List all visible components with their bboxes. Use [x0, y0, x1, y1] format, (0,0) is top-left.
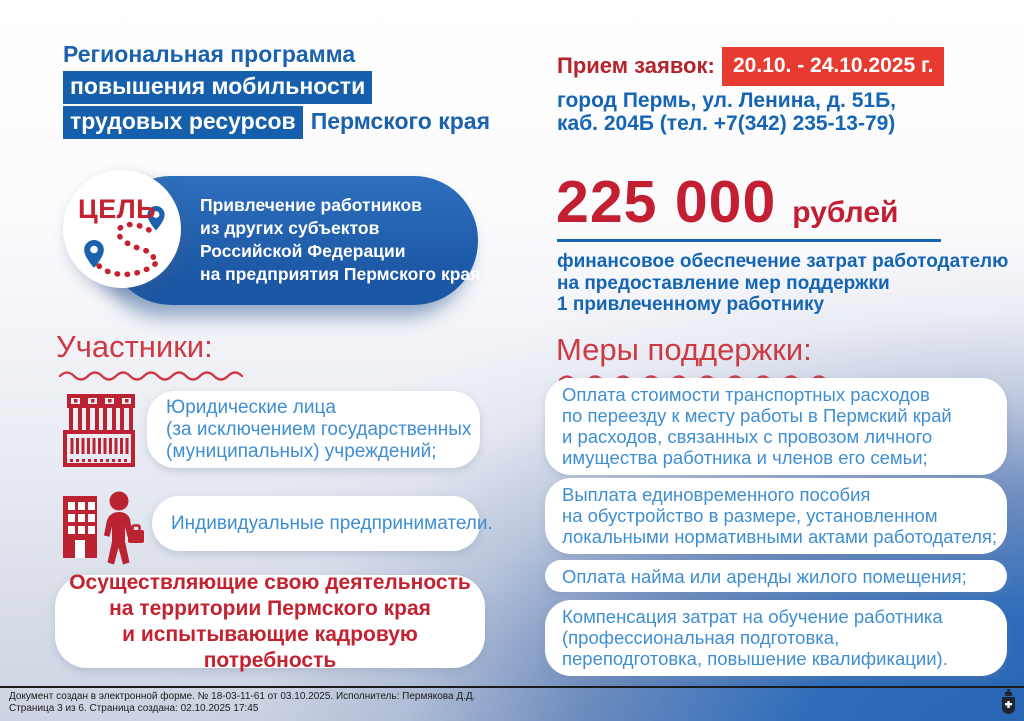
address-line-2: каб. 204Б (тел. +7(342) 235-13-79): [557, 112, 896, 135]
support-card-allowance: Выплата единовременного пособия на обустройство в размере, установленном локальными нормативными актами работодателя;: [545, 478, 1007, 554]
participant-card-entrepreneurs: [152, 496, 493, 551]
participants-note-card: Осуществляющие свою деятельность на территории Пермского края и испытывающие кадровую потребность: [55, 575, 485, 668]
payment-amount: [556, 168, 898, 236]
program-title: [63, 40, 490, 141]
route-dots-icon: [63, 170, 181, 288]
entrepreneur-icon: [58, 484, 146, 568]
currency-label: рублей: [792, 196, 899, 229]
amount-value: 225 000: [556, 169, 777, 235]
participant-card-text: Юридические лица (за исключением государственных (муниципальных) учреждений;: [166, 396, 472, 462]
title-line-3: трудовых ресурсов Пермского края: [63, 106, 490, 139]
support-heading: Меры поддержки:: [556, 332, 812, 367]
heading-underline-wave: [58, 368, 250, 382]
goal-badge: [63, 170, 181, 288]
title-line-1: Региональная программа: [63, 41, 356, 67]
footer-divider: [0, 686, 1024, 688]
address-line-1: город Пермь, ул. Ленина, д. 51Б,: [557, 89, 897, 112]
goal-text: Привлечение работников из других субъектов Российской Федерации на предприятия Пермского края: [200, 195, 481, 284]
title-line-2: повышения мобильности: [63, 71, 490, 104]
participant-card-legal-entities: [147, 391, 480, 468]
goal-badge-label: ЦЕЛЬ: [78, 194, 157, 224]
support-card-housing: Оплата найма или аренды жилого помещения;: [545, 560, 1007, 592]
perm-emblem-icon: [1001, 689, 1016, 716]
support-card-training: Компенсация затрат на обучение работника (профессиональная подготовка, переподготовка, повышение квалификации).: [545, 600, 1007, 676]
participants-heading: Участники:: [56, 329, 213, 364]
applications-label: Прием заявок:: [557, 53, 715, 78]
footer-note: [9, 691, 475, 714]
participant-card-text: Индивидуальные предприниматели.: [171, 512, 493, 534]
footer-line-1: Документ создан в электронной форме. № 18-03-11-61 от 03.10.2025. Исполнитель: Пермякова Д.Д.: [9, 691, 476, 702]
applications-period-badge: 20.10. - 24.10.2025 г.: [722, 47, 944, 86]
factory-icon: [61, 391, 137, 469]
address-block: [557, 89, 896, 135]
payment-divider: [557, 239, 941, 242]
footer-line-2: Страница 3 из 6. Страница создана: 02.10.2025 17:45: [9, 702, 259, 714]
payment-description: финансовое обеспечение затрат работодателю на предоставление мер поддержки 1 привлеченному работнику: [557, 251, 1009, 315]
support-card-transport: Оплата стоимости транспортных расходов по переезду к месту работы в Пермский край и расходов, связанных с провозом личного имущества работника и членов его семьи;: [545, 378, 1007, 475]
